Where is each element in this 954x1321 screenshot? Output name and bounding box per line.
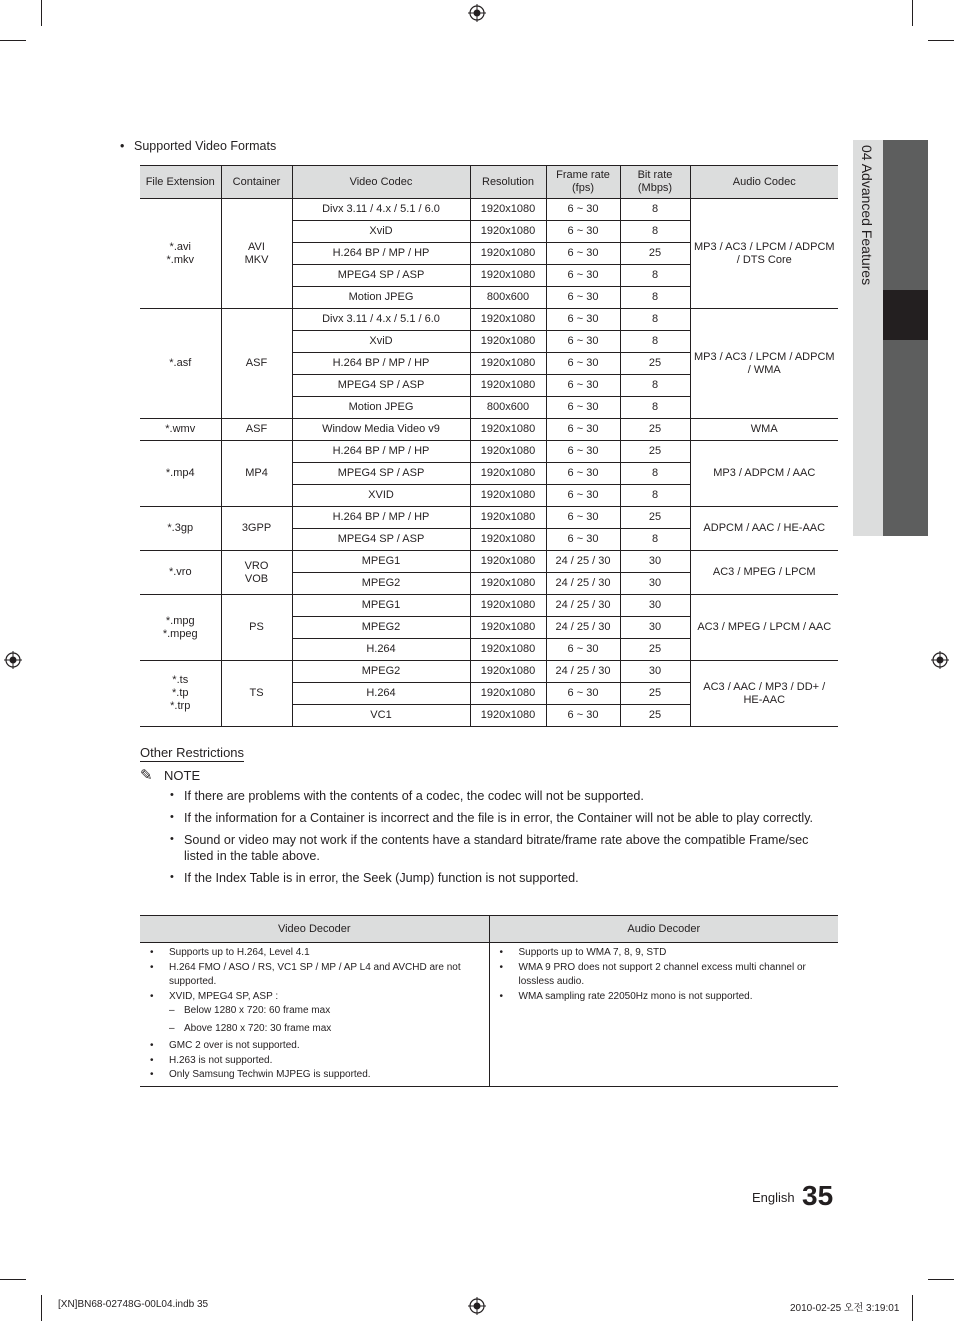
crop-mark bbox=[41, 0, 42, 26]
video-codec-cell: Window Media Video v9 bbox=[292, 419, 470, 441]
bit-rate-cell: 8 bbox=[620, 199, 690, 221]
frame-rate-cell: 6 ~ 30 bbox=[546, 243, 620, 265]
bit-rate-cell: 8 bbox=[620, 485, 690, 507]
frame-rate-cell: 24 / 25 / 30 bbox=[546, 661, 620, 683]
bit-rate-cell: 25 bbox=[620, 419, 690, 441]
bit-rate-cell: 30 bbox=[620, 661, 690, 683]
frame-rate-cell: 6 ~ 30 bbox=[546, 441, 620, 463]
video-codec-cell: XVID bbox=[292, 485, 470, 507]
video-codec-cell: MPEG2 bbox=[292, 661, 470, 683]
file-extension-cell: *.mpg *.mpeg bbox=[140, 595, 221, 661]
resolution-cell: 1920x1080 bbox=[470, 705, 546, 727]
dash-icon: – bbox=[169, 1005, 175, 1016]
note-heading bbox=[140, 766, 200, 784]
container-cell: PS bbox=[221, 595, 292, 661]
video-codec-cell: MPEG4 SP / ASP bbox=[292, 529, 470, 551]
container-cell: MP4 bbox=[221, 441, 292, 507]
list-item-text: Above 1280 x 720: 30 frame max bbox=[184, 1022, 332, 1034]
video-codec-cell: Motion JPEG bbox=[292, 287, 470, 309]
video-codec-cell: H.264 BP / MP / HP bbox=[292, 243, 470, 265]
registration-mark-icon bbox=[4, 651, 22, 669]
file-extension-cell: *.ts *.tp *.trp bbox=[140, 661, 221, 727]
bit-rate-cell: 25 bbox=[620, 683, 690, 705]
list-item: • If there are problems with the contents of a codec, the codec will not be supported. bbox=[170, 788, 840, 804]
resolution-cell: 1920x1080 bbox=[470, 463, 546, 485]
audio-codec-cell: MP3 / ADPCM / AAC bbox=[690, 441, 838, 507]
column-header: Frame rate (fps) bbox=[546, 166, 620, 199]
decoder-table bbox=[140, 915, 838, 1087]
container-cell: ASF bbox=[221, 309, 292, 419]
bit-rate-cell: 25 bbox=[620, 353, 690, 375]
list-item-text: Below 1280 x 720: 60 frame max bbox=[184, 1005, 331, 1016]
video-codec-cell: VC1 bbox=[292, 705, 470, 727]
video-codec-cell: Motion JPEG bbox=[292, 397, 470, 419]
file-extension-cell: *.asf bbox=[140, 309, 221, 419]
video-codec-cell: MPEG4 SP / ASP bbox=[292, 463, 470, 485]
list-item: • GMC 2 over is not supported. bbox=[150, 1039, 489, 1054]
resolution-cell: 1920x1080 bbox=[470, 419, 546, 441]
video-codec-cell: MPEG2 bbox=[292, 617, 470, 639]
crop-mark bbox=[0, 1279, 26, 1280]
video-decoder-cell bbox=[140, 943, 489, 1087]
file-extension-cell: *.mp4 bbox=[140, 441, 221, 507]
frame-rate-cell: 24 / 25 / 30 bbox=[546, 551, 620, 573]
crop-mark bbox=[928, 40, 954, 41]
column-header: Container bbox=[221, 166, 292, 199]
resolution-cell: 1920x1080 bbox=[470, 683, 546, 705]
bit-rate-cell: 8 bbox=[620, 529, 690, 551]
container-cell: ASF bbox=[221, 419, 292, 441]
resolution-cell: 1920x1080 bbox=[470, 573, 546, 595]
frame-rate-cell: 6 ~ 30 bbox=[546, 529, 620, 551]
list-item: • WMA sampling rate 22050Hz mono is not supported. bbox=[500, 990, 839, 1005]
video-codec-cell: H.264 bbox=[292, 683, 470, 705]
frame-rate-cell: 6 ~ 30 bbox=[546, 375, 620, 397]
column-header: Video Codec bbox=[292, 166, 470, 199]
bit-rate-cell: 30 bbox=[620, 617, 690, 639]
table-row bbox=[140, 595, 838, 617]
list-item: • XVID, MPEG4 SP, ASP : bbox=[150, 990, 489, 1005]
table-header-row bbox=[140, 166, 838, 199]
audio-codec-cell: MP3 / AC3 / LPCM / ADPCM / WMA bbox=[690, 309, 838, 419]
resolution-cell: 1920x1080 bbox=[470, 529, 546, 551]
frame-rate-cell: 6 ~ 30 bbox=[546, 463, 620, 485]
resolution-cell: 1920x1080 bbox=[470, 639, 546, 661]
video-codec-cell: XviD bbox=[292, 221, 470, 243]
bit-rate-cell: 8 bbox=[620, 309, 690, 331]
list-item bbox=[150, 1004, 489, 1019]
column-header: Bit rate (Mbps) bbox=[620, 166, 690, 199]
bit-rate-cell: 8 bbox=[620, 463, 690, 485]
audio-decoder-header: Audio Decoder bbox=[489, 916, 838, 943]
list-item: • If the information for a Container is incorrect and the file is in error, the Container will not be able to play correctly. bbox=[170, 810, 840, 826]
crop-mark bbox=[0, 40, 26, 41]
resolution-cell: 1920x1080 bbox=[470, 551, 546, 573]
frame-rate-cell: 6 ~ 30 bbox=[546, 705, 620, 727]
bit-rate-cell: 25 bbox=[620, 243, 690, 265]
video-codec-cell: MPEG1 bbox=[292, 595, 470, 617]
frame-rate-cell: 24 / 25 / 30 bbox=[546, 595, 620, 617]
list-item: • H.263 is not supported. bbox=[150, 1054, 489, 1069]
frame-rate-cell: 6 ~ 30 bbox=[546, 331, 620, 353]
crop-mark bbox=[912, 0, 913, 26]
bit-rate-cell: 8 bbox=[620, 265, 690, 287]
crop-mark bbox=[928, 1279, 954, 1280]
column-header: Audio Codec bbox=[690, 166, 838, 199]
table-row bbox=[140, 309, 838, 331]
bit-rate-cell: 25 bbox=[620, 507, 690, 529]
video-codec-cell: H.264 BP / MP / HP bbox=[292, 353, 470, 375]
list-item: • H.264 FMO / ASO / RS, VC1 SP / MP / AP L4 and AVCHD are not supported. bbox=[150, 961, 489, 990]
column-header: Resolution bbox=[470, 166, 546, 199]
resolution-cell: 1920x1080 bbox=[470, 375, 546, 397]
resolution-cell: 1920x1080 bbox=[470, 507, 546, 529]
video-decoder-header: Video Decoder bbox=[140, 916, 489, 943]
table-row bbox=[140, 661, 838, 683]
column-header: File Extension bbox=[140, 166, 221, 199]
resolution-cell: 1920x1080 bbox=[470, 353, 546, 375]
language-label: English bbox=[752, 1190, 795, 1205]
table-row bbox=[140, 551, 838, 573]
audio-codec-cell: AC3 / AAC / MP3 / DD+ / HE-AAC bbox=[690, 661, 838, 727]
frame-rate-cell: 6 ~ 30 bbox=[546, 287, 620, 309]
video-formats-table bbox=[140, 165, 838, 727]
note-label: NOTE bbox=[164, 768, 201, 783]
video-codec-cell: H.264 bbox=[292, 639, 470, 661]
frame-rate-cell: 24 / 25 / 30 bbox=[546, 617, 620, 639]
list-item: • Sound or video may not work if the contents have a standard bitrate/frame rate above the compatible Frame/sec listed in the table above. bbox=[170, 832, 840, 864]
table-row bbox=[140, 199, 838, 221]
crop-mark bbox=[41, 1295, 42, 1321]
resolution-cell: 1920x1080 bbox=[470, 309, 546, 331]
file-extension-cell: *.3gp bbox=[140, 507, 221, 551]
resolution-cell: 800x600 bbox=[470, 397, 546, 419]
audio-codec-cell: AC3 / MPEG / LPCM bbox=[690, 551, 838, 595]
list-item: • Only Samsung Techwin MJPEG is supported. bbox=[150, 1068, 489, 1083]
bit-rate-cell: 8 bbox=[620, 331, 690, 353]
resolution-cell: 1920x1080 bbox=[470, 661, 546, 683]
video-codec-cell: MPEG2 bbox=[292, 573, 470, 595]
resolution-cell: 1920x1080 bbox=[470, 331, 546, 353]
audio-codec-cell: MP3 / AC3 / LPCM / ADPCM / DTS Core bbox=[690, 199, 838, 309]
restrictions-title: Other Restrictions bbox=[140, 745, 245, 760]
restrictions-list bbox=[170, 788, 840, 892]
container-cell: 3GPP bbox=[221, 507, 292, 551]
frame-rate-cell: 6 ~ 30 bbox=[546, 397, 620, 419]
video-codec-cell: MPEG1 bbox=[292, 551, 470, 573]
frame-rate-cell: 6 ~ 30 bbox=[546, 221, 620, 243]
file-extension-cell: *.avi *.mkv bbox=[140, 199, 221, 309]
file-extension-cell: *.vro bbox=[140, 551, 221, 595]
audio-codec-cell: WMA bbox=[690, 419, 838, 441]
resolution-cell: 800x600 bbox=[470, 287, 546, 309]
resolution-cell: 1920x1080 bbox=[470, 221, 546, 243]
print-timestamp: 2010-02-25 오전 3:19:01 bbox=[790, 1303, 900, 1314]
container-cell: VRO VOB bbox=[221, 551, 292, 595]
video-codec-cell: Divx 3.11 / 4.x / 5.1 / 6.0 bbox=[292, 199, 470, 221]
table-row bbox=[140, 507, 838, 529]
frame-rate-cell: 6 ~ 30 bbox=[546, 199, 620, 221]
section-title: • Supported Video Formats bbox=[120, 139, 277, 153]
dash-icon: – bbox=[169, 1022, 175, 1034]
crop-mark bbox=[912, 1295, 913, 1321]
print-slug: [XN]BN68-02748G-00L04.indb 35 bbox=[58, 1299, 209, 1310]
file-extension-cell: *.wmv bbox=[140, 419, 221, 441]
video-codec-cell: Divx 3.11 / 4.x / 5.1 / 6.0 bbox=[292, 309, 470, 331]
frame-rate-cell: 24 / 25 / 30 bbox=[546, 573, 620, 595]
resolution-cell: 1920x1080 bbox=[470, 441, 546, 463]
bit-rate-cell: 8 bbox=[620, 375, 690, 397]
table-row bbox=[140, 441, 838, 463]
table-row bbox=[140, 419, 838, 441]
frame-rate-cell: 6 ~ 30 bbox=[546, 309, 620, 331]
list-item bbox=[150, 1022, 489, 1037]
bit-rate-cell: 30 bbox=[620, 551, 690, 573]
list-item: • WMA 9 PRO does not support 2 channel excess multi channel or lossless audio. bbox=[500, 961, 839, 990]
list-item: • Supports up to WMA 7, 8, 9, STD bbox=[500, 946, 839, 961]
frame-rate-cell: 6 ~ 30 bbox=[546, 485, 620, 507]
page-number: 35 bbox=[802, 1180, 834, 1211]
video-codec-cell: MPEG4 SP / ASP bbox=[292, 375, 470, 397]
video-codec-cell: MPEG4 SP / ASP bbox=[292, 265, 470, 287]
registration-mark-icon bbox=[931, 651, 949, 669]
resolution-cell: 1920x1080 bbox=[470, 265, 546, 287]
bit-rate-cell: 30 bbox=[620, 573, 690, 595]
frame-rate-cell: 6 ~ 30 bbox=[546, 639, 620, 661]
container-cell: AVI MKV bbox=[221, 199, 292, 309]
bit-rate-cell: 25 bbox=[620, 705, 690, 727]
bit-rate-cell: 8 bbox=[620, 221, 690, 243]
frame-rate-cell: 6 ~ 30 bbox=[546, 265, 620, 287]
list-item: • If the Index Table is in error, the Seek (Jump) function is not supported. bbox=[170, 870, 840, 886]
frame-rate-cell: 6 ~ 30 bbox=[546, 353, 620, 375]
frame-rate-cell: 6 ~ 30 bbox=[546, 683, 620, 705]
resolution-cell: 1920x1080 bbox=[470, 595, 546, 617]
container-cell: TS bbox=[221, 661, 292, 727]
video-codec-cell: H.264 BP / MP / HP bbox=[292, 441, 470, 463]
video-codec-cell: XviD bbox=[292, 331, 470, 353]
bit-rate-cell: 25 bbox=[620, 639, 690, 661]
audio-codec-cell: AC3 / MPEG / LPCM / AAC bbox=[690, 595, 838, 661]
audio-codec-cell: ADPCM / AAC / HE-AAC bbox=[690, 507, 838, 551]
registration-mark-icon bbox=[468, 1297, 486, 1315]
registration-mark-icon bbox=[468, 4, 486, 22]
resolution-cell: 1920x1080 bbox=[470, 617, 546, 639]
bit-rate-cell: 8 bbox=[620, 397, 690, 419]
pencil-note-icon: ✎ bbox=[140, 767, 153, 784]
bit-rate-cell: 8 bbox=[620, 287, 690, 309]
frame-rate-cell: 6 ~ 30 bbox=[546, 419, 620, 441]
resolution-cell: 1920x1080 bbox=[470, 199, 546, 221]
audio-decoder-cell bbox=[489, 943, 838, 1087]
bit-rate-cell: 30 bbox=[620, 595, 690, 617]
bit-rate-cell: 25 bbox=[620, 441, 690, 463]
resolution-cell: 1920x1080 bbox=[470, 485, 546, 507]
frame-rate-cell: 6 ~ 30 bbox=[546, 507, 620, 529]
resolution-cell: 1920x1080 bbox=[470, 243, 546, 265]
list-item: • Supports up to H.264, Level 4.1 bbox=[150, 946, 489, 961]
chapter-label: 04 Advanced Features bbox=[859, 145, 875, 286]
video-codec-cell: H.264 BP / MP / HP bbox=[292, 507, 470, 529]
